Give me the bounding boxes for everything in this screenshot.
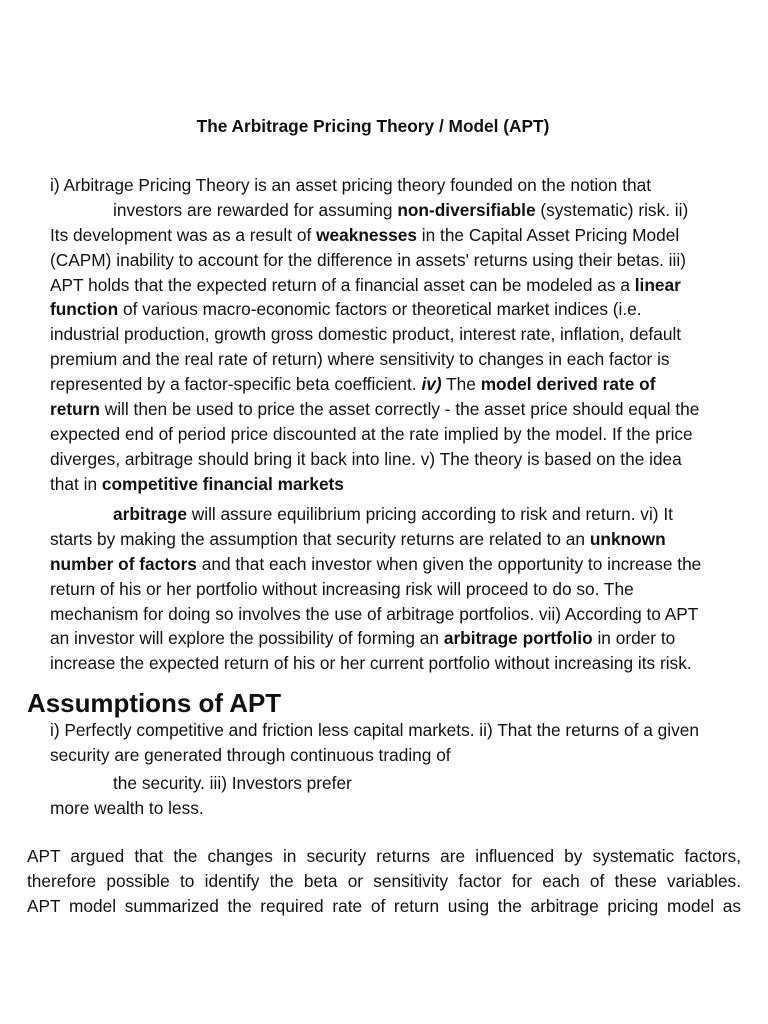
bold-term: model derived rate of [480, 374, 656, 395]
text-run: will then be used to price the asset correctly - the asset price should equal the [99, 399, 700, 420]
assumptions-paragraph-continued [50, 771, 352, 821]
text-run: expected end of period price discounted at the rate implied by the model. If the price [50, 423, 693, 444]
text-run: premium and the real rate of return) where sensitivity to changes in each factor is [50, 349, 670, 370]
bold-term: unknown [589, 528, 666, 549]
text-run: starts by making the assumption that security returns are related to an [50, 528, 590, 549]
paragraph-line: APT model summarized the required rate of return using the arbitrage pricing model as [27, 895, 741, 916]
text-run: in order to [592, 628, 676, 649]
text-run: of various macro-economic factors or theoretical market indices (i.e. [118, 299, 642, 320]
paragraph-line [50, 743, 699, 768]
bold-term: arbitrage portfolio [443, 628, 593, 649]
paragraph-line [50, 223, 699, 248]
text-run: increase the expected return of his or her current portfolio without increasing its risk. [50, 653, 692, 674]
paragraph-line [50, 397, 699, 422]
paragraph-line [50, 552, 701, 577]
text-run: security are generated through continuous trading of [50, 744, 451, 765]
text-run: return of his or her portfolio without increasing risk will proceed to do so. The [50, 578, 634, 599]
bold-term: weaknesses [316, 224, 417, 245]
bold-term: linear [634, 274, 681, 295]
paragraph-line [50, 297, 699, 322]
paragraph-line [50, 273, 699, 298]
paragraph-line [50, 447, 699, 472]
bold-term: competitive financial markets [101, 473, 344, 494]
paragraph-line [50, 796, 352, 821]
text-run: i) Perfectly competitive and friction less capital markets. ii) That the returns of a given [50, 720, 699, 740]
bold-term: return [50, 399, 100, 420]
paragraph-line [50, 422, 699, 447]
paragraph-line [50, 577, 701, 602]
paragraph-line [50, 651, 701, 676]
text-run: in the Capital Asset Pricing Model [416, 224, 680, 245]
text-run: that in [50, 473, 102, 494]
paragraph-line [50, 626, 701, 651]
text-run: more wealth to less. [50, 797, 204, 818]
text-run: an investor will explore the possibility of forming an [50, 628, 444, 649]
paragraph-line [50, 322, 699, 347]
assumptions-paragraph [50, 718, 699, 768]
text-run: (systematic) risk. ii) [535, 199, 689, 220]
bold-term: arbitrage [113, 504, 187, 524]
paragraph-line: APT argued that the changes in security returns are influenced by systematic factors, [27, 846, 741, 866]
paragraph-line [50, 248, 699, 273]
paragraph-line: therefore possible to identify the beta or sensitivity factor for each of these variables. [27, 870, 741, 891]
text-run: represented by a factor-specific beta coefficient. [50, 374, 422, 395]
text-run: APT holds that the expected return of a financial asset can be modeled as a [50, 274, 635, 295]
text-run: the security. iii) Investors prefer [113, 773, 352, 793]
paragraph-line [50, 198, 699, 223]
bold-term: number of factors [50, 553, 197, 574]
intro-paragraph-continued [50, 502, 701, 676]
paragraph-line [50, 372, 699, 397]
bold-term: non-diversifiable [397, 199, 536, 220]
bold-italic-marker: iv) [421, 374, 442, 395]
text-run: and that each investor when given the opportunity to increase the [196, 553, 702, 574]
paragraph-line [50, 472, 699, 497]
text-run: i) Arbitrage Pricing Theory is an asset pricing theory founded on the notion that [50, 175, 652, 195]
intro-paragraph [50, 173, 699, 497]
paragraph-line [50, 502, 701, 527]
paragraph-line [50, 347, 699, 372]
paragraph-line [50, 173, 699, 198]
text-run: Its development was as a result of [50, 224, 317, 245]
text-run: diverges, arbitrage should bring it back into line. v) The theory is based on the idea [50, 448, 682, 469]
text-run: The [441, 374, 481, 395]
paragraph-line [50, 527, 701, 552]
text-run: mechanism for doing so involves the use of arbitrage portfolios. vii) According to APT [50, 603, 699, 624]
paragraph-line [50, 771, 352, 796]
section-heading: Assumptions of APT [27, 690, 282, 718]
text-run: (CAPM) inability to account for the difference in assets' returns using their betas. iii) [50, 249, 686, 270]
bold-term: function [50, 299, 119, 320]
text-run: industrial production, growth gross domestic product, interest rate, inflation, default [50, 324, 682, 345]
page-title: The Arbitrage Pricing Theory / Model (APT) [196, 116, 550, 136]
apt-summary-paragraph [27, 844, 741, 919]
text-run: investors are rewarded for assuming [113, 199, 398, 220]
paragraph-line [50, 602, 701, 627]
text-run: will assure equilibrium pricing according to risk and return. vi) It [186, 504, 673, 524]
paragraph-line [50, 718, 699, 743]
